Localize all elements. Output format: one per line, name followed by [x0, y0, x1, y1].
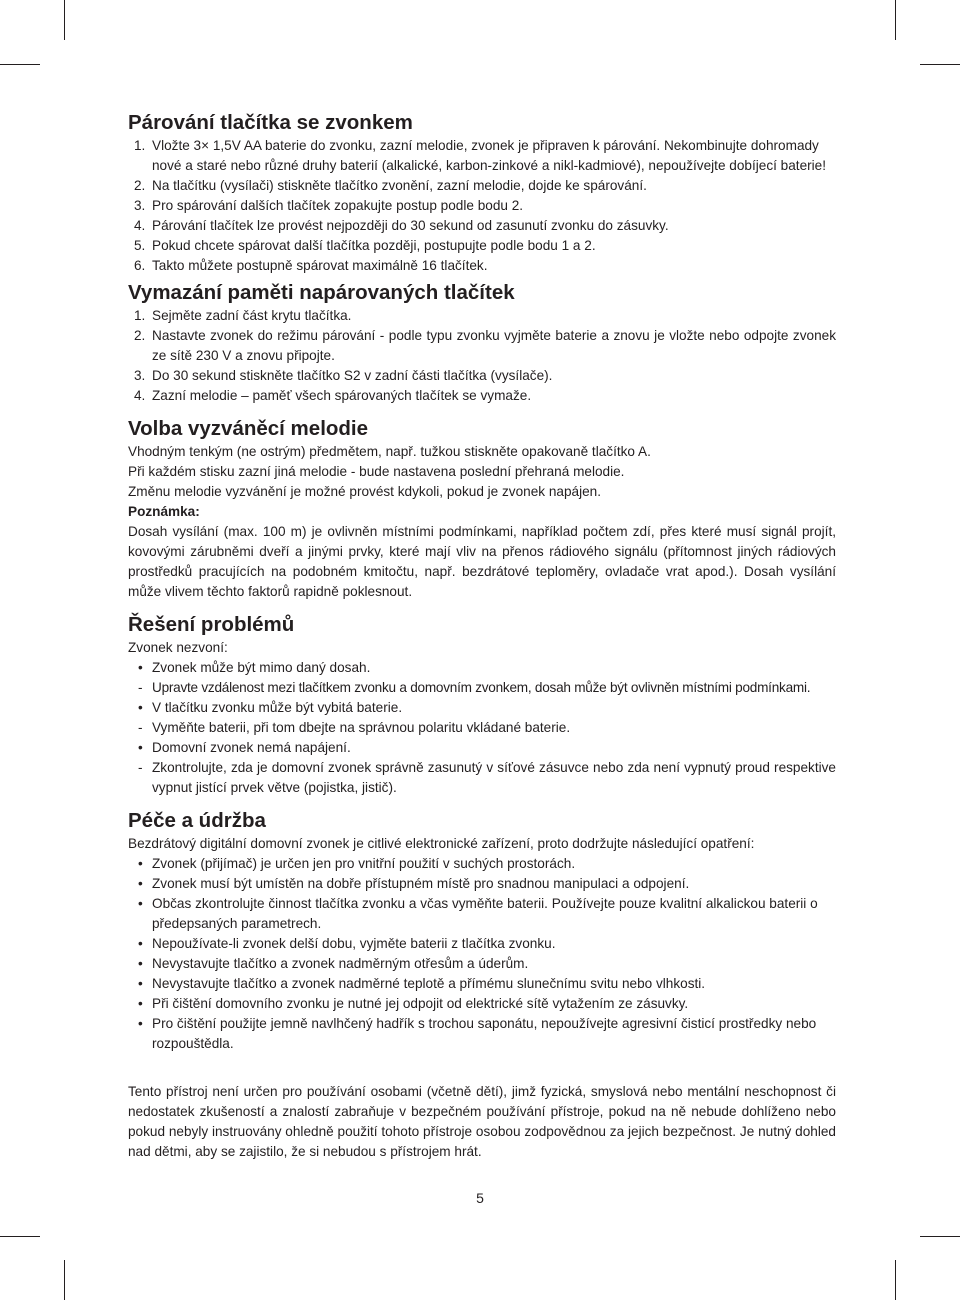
section-care — [128, 808, 836, 1054]
step-number: 4. — [134, 218, 146, 233]
bullet-marker: • — [138, 976, 143, 991]
bullet-marker: • — [138, 856, 143, 871]
item-text: Pro čištění použijte jemně navlhčený hadřík s trochou saponátu, nepoužívejte agresivní čisticí prostředky nebo rozpouštědla. — [152, 1016, 817, 1051]
step-number: 2. — [134, 328, 146, 343]
step-number: 2. — [134, 178, 146, 193]
crop-mark-top-left-h — [0, 64, 40, 65]
step-text: Sejměte zadní část krytu tlačítka. — [152, 308, 352, 323]
item-text: Občas zkontrolujte činnost tlačítka zvonku a včas vyměňte baterii. Používejte pouze kvalitní alkalickou baterii o předepsaných parametrech. — [152, 896, 818, 931]
list-item — [128, 236, 836, 256]
crop-mark-bottom-right — [895, 1260, 896, 1300]
crop-mark-top-left — [64, 0, 65, 40]
troubleshooting-list — [128, 658, 836, 798]
step-text: Do 30 sekund stiskněte tlačítko S2 v zadní části tlačítka (vysílače). — [152, 368, 553, 383]
step-number: 1. — [134, 308, 146, 323]
list-item — [128, 386, 836, 406]
bullet-marker: • — [138, 996, 143, 1011]
list-item — [128, 738, 836, 758]
list-item — [128, 366, 836, 386]
pairing-steps — [128, 136, 836, 276]
bullet-marker: • — [138, 936, 143, 951]
item-text: Domovní zvonek nemá napájení. — [152, 740, 351, 755]
bullet-marker: • — [138, 896, 143, 911]
item-text: Vyměňte baterii, při tom dbejte na správnou polaritu vkládané baterie. — [152, 720, 571, 735]
step-text: Nastavte zvonek do režimu párování - podle typu zvonku vyjměte baterie a znovu je vložte nebo odpojte zvonek ze sítě 230 V a znovu připojte. — [152, 328, 836, 363]
page-number: 5 — [476, 1190, 484, 1206]
list-item — [128, 974, 836, 994]
bullet-marker: • — [138, 740, 143, 755]
step-text: Pokud chcete spárovat další tlačítka později, postupujte podle bodu 1 a 2. — [152, 238, 596, 253]
step-number: 3. — [134, 198, 146, 213]
crop-mark-top-right — [895, 0, 896, 40]
section-pairing — [128, 110, 836, 276]
item-text: Upravte vzdálenost mezi tlačítkem zvonku a domovním zvonkem, dosah může být ovlivněn místními podmínkami. — [152, 680, 811, 695]
list-item — [128, 894, 836, 934]
bullet-marker: • — [138, 956, 143, 971]
step-number: 1. — [134, 138, 146, 153]
step-text: Zazní melodie – paměť všech spárovaných tlačítek se vymaže. — [152, 388, 532, 403]
section-title: Péče a údržba — [128, 809, 266, 832]
list-item — [128, 954, 836, 974]
item-text: Zkontrolujte, zda je domovní zvonek správně zasunutý v síťové zásuvce nebo zda není vypnutý proud respektive vypnut jistící prvek větve (pojistka, jistič). — [152, 760, 836, 795]
crop-mark-bottom-left-h — [0, 1236, 40, 1237]
item-text: V tlačítku zvonku může být vybitá baterie. — [152, 700, 403, 715]
page-content — [128, 110, 836, 1162]
list-item — [128, 256, 836, 276]
step-number: 3. — [134, 368, 146, 383]
bullet-marker: - — [138, 680, 143, 695]
list-item — [128, 994, 836, 1014]
paragraph: Zvonek nezvoní: — [128, 640, 228, 655]
bullet-marker: • — [138, 660, 143, 675]
list-item — [128, 326, 836, 366]
item-text: Nevystavujte tlačítko a zvonek nadměrným otřesům a úderům. — [152, 956, 529, 971]
bullet-marker: • — [138, 1016, 143, 1031]
bullet-marker: • — [138, 876, 143, 891]
crop-mark-bottom-right-h — [920, 1236, 960, 1237]
item-text: Nevystavujte tlačítko a zvonek nadměrné teplotě a přímému slunečnímu svitu nebo vlhkosti. — [152, 976, 706, 991]
list-item — [128, 196, 836, 216]
list-item — [128, 934, 836, 954]
list-item — [128, 1014, 836, 1054]
bullet-marker: • — [138, 700, 143, 715]
item-text: Nepoužívate-li zvonek delší dobu, vyjměte baterii z tlačítka zvonku. — [152, 936, 556, 951]
bullet-marker: - — [138, 720, 143, 735]
item-text: Při čištění domovního zvonku je nutné jej odpojit od elektrické sítě vytažením ze zásuvky. — [152, 996, 689, 1011]
list-item — [128, 874, 836, 894]
crop-mark-top-right-h — [920, 64, 960, 65]
section-title: Volba vyzváněcí melodie — [128, 417, 369, 440]
step-text: Pro spárování dalších tlačítek zopakujte postup podle bodu 2. — [152, 198, 524, 213]
paragraph: Při každém stisku zazní jiná melodie - bude nastavena poslední přehraná melodie. — [128, 464, 625, 479]
paragraph: Změnu melodie vyzvánění je možné provést kdykoli, pokud je zvonek napájen. — [128, 484, 602, 499]
erase-steps — [128, 306, 836, 406]
step-number: 6. — [134, 258, 146, 273]
list-item — [128, 698, 836, 718]
crop-mark-bottom-left — [64, 1260, 65, 1300]
list-item — [128, 306, 836, 326]
step-number: 5. — [134, 238, 146, 253]
section-title: Řešení problémů — [128, 613, 295, 636]
safety-warning: Tento přístroj není určen pro používání osobami (včetně dětí), jimž fyzická, smyslová nebo mentální neschopnost či nedostatek zkušeností a znalostí zabraňuje v bezpečném používání přístroje, pokud na ně nebude dohlíženo nebo pokud nebyly instruovány ohledně použití tohoto přístroje osobou zodpovědnou za jejich bezpečnost. Je nutný dohled nad dětmi, aby se zajistilo, že si nebudou s přístrojem hrát. — [128, 1084, 836, 1159]
item-text: Zvonek může být mimo daný dosah. — [152, 660, 371, 675]
list-item — [128, 136, 836, 176]
bullet-marker: - — [138, 760, 143, 775]
section-title: Párování tlačítka se zvonkem — [128, 111, 413, 134]
list-item — [128, 658, 836, 678]
paragraph: Vhodným tenkým (ne ostrým) předmětem, např. tužkou stiskněte opakovaně tlačítko A. — [128, 444, 651, 459]
section-ringtone — [128, 416, 836, 602]
item-text: Zvonek (přijímač) je určen jen pro vnitřní použití v suchých prostorách. — [152, 856, 576, 871]
list-item — [128, 718, 836, 738]
step-text: Takto můžete postupně spárovat maximálně 16 tlačítek. — [152, 258, 488, 273]
note-label: Poznámka: — [128, 504, 200, 519]
list-item — [128, 678, 836, 698]
care-list — [128, 854, 836, 1054]
list-item — [128, 176, 836, 196]
section-memory-erase — [128, 280, 836, 406]
note-text: Dosah vysílání (max. 100 m) je ovlivněn místními podmínkami, například počtem zdí, přes které musí signál projít, kovovými zárubněmi dveří a jinými prvky, které mají vliv na přenos rádiového signálu (přítomnost jiných rádiových prostředků pracujících na podobném kmitočtu, např. bezdrátové teploměry, ovladače vrat apod.). Dosah vysílání může vlivem těchto faktorů rapidně poklesnout. — [128, 524, 836, 599]
step-text: Párování tlačítek lze provést nejpozději do 30 sekund od zasunutí zvonku do zásuvky. — [152, 218, 669, 233]
section-troubleshooting — [128, 612, 836, 798]
step-number: 4. — [134, 388, 146, 403]
step-text: Na tlačítku (vysílači) stiskněte tlačítko zvonění, zazní melodie, dojde ke spárování. — [152, 178, 647, 193]
list-item — [128, 216, 836, 236]
section-title: Vymazání paměti napárovaných tlačítek — [128, 281, 515, 304]
list-item — [128, 758, 836, 798]
step-text: Vložte 3× 1,5V AA baterie do zvonku, zazní melodie, zvonek je připraven k párování. Nekombinujte dohromady nové a staré nebo různé druhy baterií (alkalické, karbon-zinkové a nikl-kadmiové), nepoužívejte dobíjecí baterie! — [152, 138, 827, 173]
list-item — [128, 854, 836, 874]
item-text: Zvonek musí být umístěn na dobře přístupném místě pro snadnou manipulaci a odpojení. — [152, 876, 690, 891]
paragraph: Bezdrátový digitální domovní zvonek je citlivé elektronické zařízení, proto dodržujte následující opatření: — [128, 836, 755, 851]
